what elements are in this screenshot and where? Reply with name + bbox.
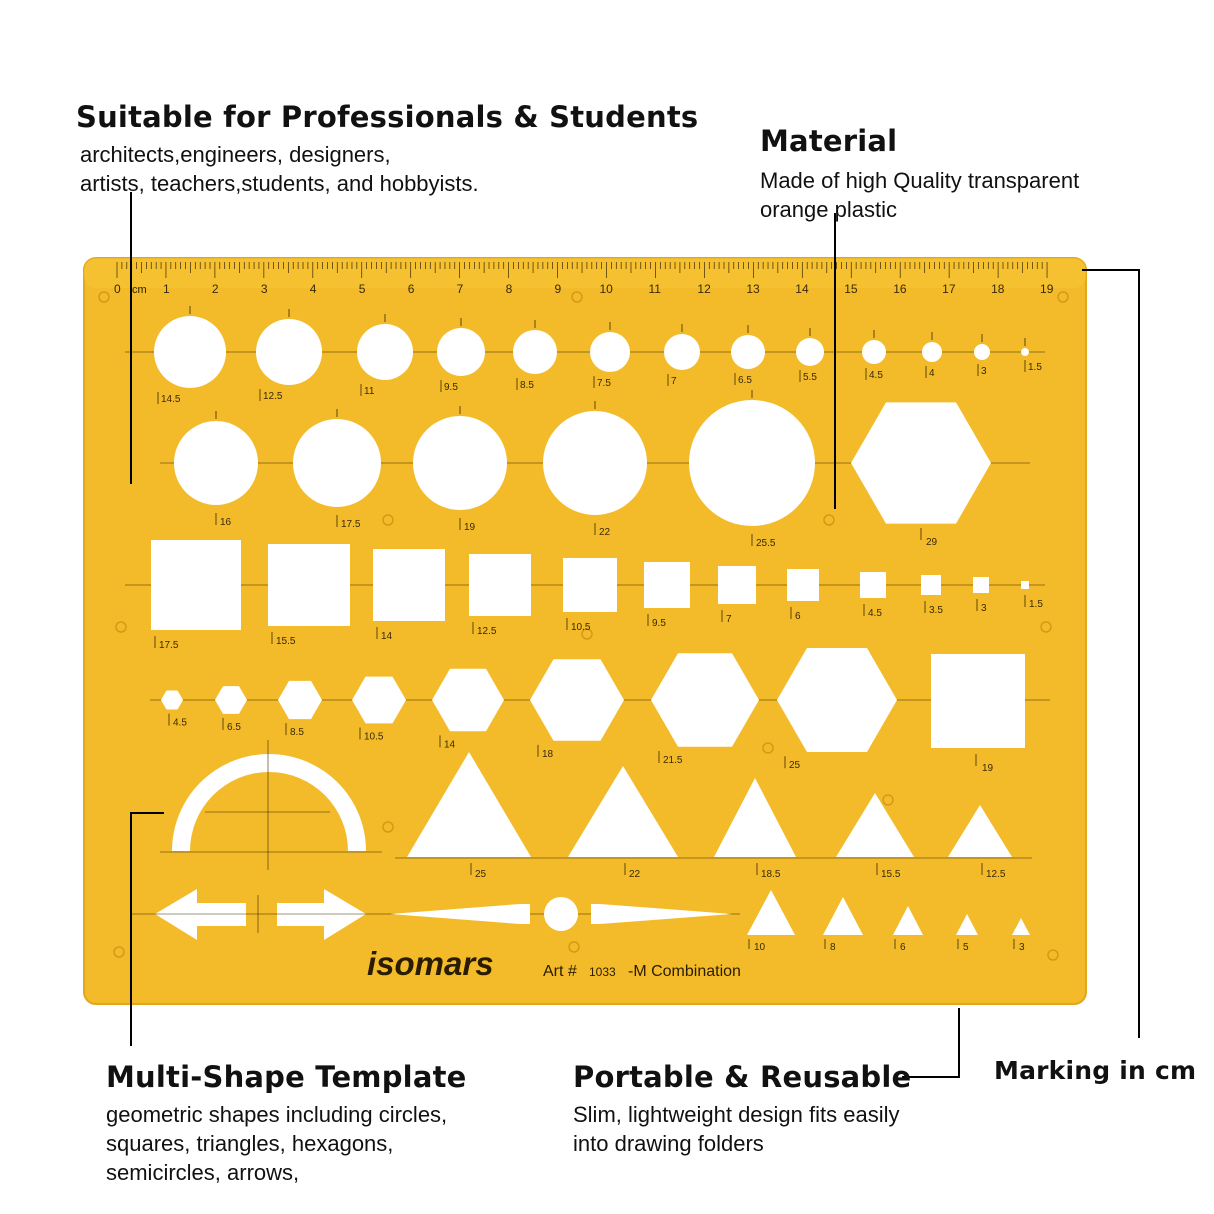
callout-marking-heading: Marking in cm — [994, 1056, 1197, 1085]
size-label: 3.5 — [929, 605, 943, 616]
brand-logo: isomars — [367, 945, 494, 982]
ruler-number: 13 — [746, 282, 760, 296]
callout-portable-text — [573, 1100, 911, 1158]
ruler-number: 12 — [697, 282, 711, 296]
circle-cutout — [513, 330, 557, 374]
ruler-number: 2 — [211, 282, 219, 296]
circle-cutout — [796, 338, 824, 366]
callout-material-text — [760, 166, 1079, 224]
size-label: 17.5 — [159, 640, 179, 651]
size-label: 14 — [381, 631, 393, 642]
size-label: 17.5 — [341, 519, 361, 530]
ruler-number: 4 — [309, 282, 317, 296]
callout-multishape-text — [106, 1100, 467, 1187]
circle-cutout — [293, 419, 381, 507]
size-label: 19 — [464, 522, 476, 533]
callout-professionals-text — [80, 140, 698, 198]
square-cutout — [151, 540, 241, 630]
size-label: 5.5 — [803, 372, 817, 383]
ruler-number: 11 — [648, 282, 661, 296]
art-number: 1033 — [589, 965, 616, 979]
leader-line-portable-v — [958, 1008, 960, 1077]
size-label: 15.5 — [276, 636, 296, 647]
size-label: 21.5 — [663, 754, 683, 766]
callout-line: into drawing folders — [573, 1131, 764, 1156]
ruler-number: 19 — [1040, 282, 1054, 296]
square-cutout — [268, 544, 350, 626]
callout-line: Made of high Quality transparent — [760, 168, 1080, 193]
ruler-number: 3 — [260, 282, 268, 296]
size-label: 18.5 — [761, 869, 781, 880]
size-label: 6 — [795, 611, 801, 622]
circle-cutout — [689, 400, 815, 526]
circle-cutout — [437, 328, 485, 376]
size-label: 3 — [981, 603, 987, 614]
size-label: 4.5 — [868, 608, 882, 619]
ruler-number: 5 — [358, 282, 366, 296]
callout-line: architects,engineers, designers, — [80, 142, 391, 167]
square-cutout — [787, 569, 819, 601]
size-label: 4.5 — [173, 717, 187, 729]
callout-line: squares, triangles, hexagons, — [106, 1131, 394, 1156]
ruler-number: 16 — [893, 282, 907, 296]
size-label: 14 — [444, 739, 456, 751]
size-label: 1.5 — [1029, 599, 1043, 610]
size-label: 6.5 — [738, 375, 752, 386]
circle-cutout — [154, 316, 226, 388]
leader-line-material — [834, 213, 836, 509]
size-label: 9.5 — [652, 618, 666, 629]
square-cutout — [1021, 581, 1029, 589]
callout-professionals — [76, 100, 698, 198]
ruler-number: 1 — [162, 282, 170, 296]
square-cutout — [644, 562, 690, 608]
size-label: 11 — [364, 386, 375, 397]
callout-portable — [573, 1060, 911, 1158]
size-label: 19 — [982, 763, 994, 774]
callout-material-heading: Material — [760, 124, 898, 158]
circle-cutout — [357, 324, 413, 380]
square-cutout — [469, 554, 531, 616]
size-label: 3 — [981, 366, 987, 377]
circle-cutout — [544, 897, 578, 931]
size-label: 6.5 — [227, 721, 241, 733]
ruler-number: 18 — [991, 282, 1005, 296]
size-label: 8 — [830, 942, 836, 953]
ruler-unit-label: cm — [132, 284, 147, 296]
size-label: 5 — [963, 942, 969, 953]
size-label: 8.5 — [290, 727, 304, 739]
size-label: 12.5 — [477, 626, 497, 637]
callout-line: artists, teachers,students, and hobbyists. — [80, 171, 479, 196]
pointer-slot — [591, 904, 601, 924]
circle-cutout — [1021, 348, 1029, 356]
ruler-number: 0 — [114, 282, 121, 296]
ruler-number: 7 — [456, 282, 464, 296]
square-cutout — [718, 566, 756, 604]
callout-multishape — [106, 1060, 467, 1187]
ruler-number: 8 — [505, 282, 513, 296]
art-label: Art # — [543, 963, 577, 980]
leader-line-marking-v — [1138, 269, 1140, 1038]
circle-cutout — [590, 332, 630, 372]
square-cutout — [973, 577, 989, 593]
size-label: 7.5 — [597, 378, 611, 389]
ruler-number: 10 — [599, 282, 613, 296]
callout-portable-heading: Portable & Reusable — [573, 1060, 912, 1094]
size-label: 29 — [926, 537, 938, 548]
circle-cutout — [922, 342, 942, 362]
size-label: 3 — [1019, 942, 1025, 953]
square-cutout — [563, 558, 617, 612]
circle-cutout — [731, 335, 765, 369]
ruler-number: 17 — [942, 282, 956, 296]
size-label: 14.5 — [161, 394, 181, 405]
size-label: 12.5 — [263, 391, 283, 402]
callout-material — [760, 124, 1079, 224]
leader-line-multishape-h — [130, 812, 164, 814]
size-label: 22 — [599, 527, 611, 538]
pointer-slot — [520, 904, 530, 924]
ruler-number: 15 — [844, 282, 858, 296]
size-label: 4.5 — [869, 370, 883, 381]
callout-multishape-heading: Multi-Shape Template — [106, 1060, 467, 1094]
callout-professionals-heading: Suitable for Professionals & Students — [76, 100, 699, 134]
ruler-number: 6 — [407, 282, 415, 296]
square-cutout — [931, 654, 1025, 748]
size-label: 8.5 — [520, 380, 534, 391]
leader-line-professionals — [130, 192, 132, 484]
leader-line-marking-h — [1082, 269, 1140, 271]
size-label: 7 — [726, 614, 732, 625]
circle-cutout — [413, 416, 507, 510]
model-name: -M Combination — [628, 963, 741, 980]
circle-cutout — [174, 421, 258, 505]
size-label: 1.5 — [1028, 362, 1042, 373]
size-label: 15.5 — [881, 869, 901, 880]
square-cutout — [921, 575, 941, 595]
circle-cutout — [862, 340, 886, 364]
circle-cutout — [256, 319, 322, 385]
callout-line: Slim, lightweight design fits easily — [573, 1102, 900, 1127]
square-cutout — [860, 572, 886, 598]
size-label: 25 — [475, 869, 487, 880]
size-label: 6 — [900, 942, 906, 953]
size-label: 25 — [789, 760, 801, 772]
circle-cutout — [543, 411, 647, 515]
leader-line-multishape-v — [130, 812, 132, 1046]
size-label: 16 — [220, 517, 232, 528]
size-label: 4 — [929, 368, 935, 379]
size-label: 12.5 — [986, 869, 1006, 880]
circle-cutout — [974, 344, 990, 360]
size-label: 10.5 — [364, 731, 384, 743]
square-cutout — [373, 549, 445, 621]
size-label: 25.5 — [756, 538, 776, 549]
size-label: 10.5 — [571, 622, 591, 633]
circle-cutout — [664, 334, 700, 370]
ruler-number: 9 — [554, 282, 562, 296]
size-label: 7 — [671, 376, 677, 387]
callout-line: semicircles, arrows, — [106, 1160, 300, 1185]
size-label: 9.5 — [444, 382, 458, 393]
size-label: 18 — [542, 748, 554, 760]
callout-line: orange plastic — [760, 197, 897, 222]
size-label: 22 — [629, 869, 641, 880]
callout-line: geometric shapes including circles, — [106, 1102, 448, 1127]
size-label: 10 — [754, 942, 766, 953]
ruler-number: 14 — [795, 282, 809, 296]
callout-marking — [994, 1056, 1196, 1085]
